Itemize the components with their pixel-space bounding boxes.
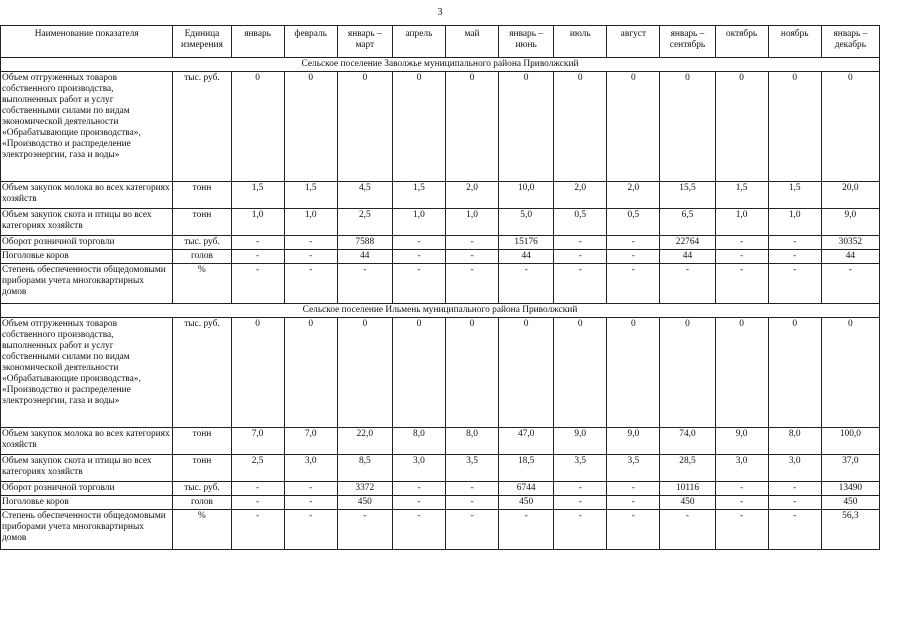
unit-cell: тонн — [173, 455, 231, 482]
value-cell: 0 — [499, 72, 554, 182]
value-cell: 0 — [337, 318, 392, 428]
column-header: Наименование показателя — [1, 26, 173, 58]
value-cell: 3,5 — [554, 455, 607, 482]
indicator-name: Объем закупок скота и птицы во всех категориях хозяйств — [1, 455, 173, 482]
value-cell: - — [554, 250, 607, 264]
value-cell: 8,0 — [768, 428, 821, 455]
value-cell: 0,5 — [554, 209, 607, 236]
indicator-name: Поголовье коров — [1, 250, 173, 264]
value-cell: - — [284, 496, 337, 510]
value-cell: 8,5 — [337, 455, 392, 482]
column-header: ноябрь — [768, 26, 821, 58]
value-cell: 0 — [768, 72, 821, 182]
section-title: Сельское поселение Ильмень муниципального района Приволжский — [1, 304, 880, 318]
value-cell: 9,0 — [607, 428, 660, 455]
value-cell: 3,0 — [392, 455, 445, 482]
value-cell: - — [284, 236, 337, 250]
value-cell: - — [231, 510, 284, 550]
value-cell: - — [499, 264, 554, 304]
value-cell: - — [554, 236, 607, 250]
column-header: июль — [554, 26, 607, 58]
value-cell: 0 — [821, 72, 879, 182]
table-row — [1, 209, 880, 236]
column-header: январь — [231, 26, 284, 58]
value-cell: 5,0 — [499, 209, 554, 236]
value-cell: - — [715, 236, 768, 250]
value-cell: 15176 — [499, 236, 554, 250]
indicator-name: Объем отгруженных товаров собственного производства, выполненных работ и услуг собственными силами по видам экономической деятельности «Обрабатывающие производства», «Производство и распределение электроэнергии, газа и воды» — [1, 318, 173, 428]
column-header: январь – сентябрь — [660, 26, 715, 58]
value-cell: 1,0 — [284, 209, 337, 236]
value-cell: - — [231, 496, 284, 510]
value-cell: 1,5 — [768, 182, 821, 209]
unit-cell: тонн — [173, 182, 231, 209]
value-cell: 6,5 — [660, 209, 715, 236]
value-cell: 3,0 — [715, 455, 768, 482]
indicator-name: Оборот розничной торговли — [1, 236, 173, 250]
value-cell: 8,0 — [445, 428, 498, 455]
value-cell: - — [715, 482, 768, 496]
value-cell: - — [445, 482, 498, 496]
table-row — [1, 250, 880, 264]
value-cell: 4,5 — [337, 182, 392, 209]
indicator-name: Объем закупок молока во всех категориях хозяйств — [1, 428, 173, 455]
value-cell: 9,0 — [715, 428, 768, 455]
value-cell: 0 — [499, 318, 554, 428]
indicator-name: Оборот розничной торговли — [1, 482, 173, 496]
table-row — [1, 72, 880, 182]
value-cell: - — [821, 264, 879, 304]
value-cell: - — [768, 510, 821, 550]
value-cell: 0 — [607, 72, 660, 182]
value-cell: 2,5 — [337, 209, 392, 236]
value-cell: 1,5 — [392, 182, 445, 209]
value-cell: 450 — [337, 496, 392, 510]
value-cell: - — [768, 264, 821, 304]
table-row — [1, 236, 880, 250]
value-cell: 3,5 — [607, 455, 660, 482]
unit-cell: голов — [173, 250, 231, 264]
section-row — [1, 58, 880, 72]
value-cell: 3,0 — [284, 455, 337, 482]
value-cell: 9,0 — [554, 428, 607, 455]
value-cell: - — [392, 236, 445, 250]
value-cell: 1,0 — [715, 209, 768, 236]
value-cell: - — [554, 264, 607, 304]
value-cell: 44 — [821, 250, 879, 264]
value-cell: 2,5 — [231, 455, 284, 482]
value-cell: - — [607, 510, 660, 550]
unit-cell: тыс. руб. — [173, 72, 231, 182]
value-cell: 1,5 — [284, 182, 337, 209]
value-cell: 13490 — [821, 482, 879, 496]
value-cell: - — [445, 264, 498, 304]
value-cell: - — [392, 250, 445, 264]
table-row — [1, 182, 880, 209]
value-cell: 0 — [284, 318, 337, 428]
value-cell: - — [660, 510, 715, 550]
value-cell: 0 — [445, 318, 498, 428]
value-cell: 100,0 — [821, 428, 879, 455]
column-header: май — [445, 26, 498, 58]
table-row — [1, 510, 880, 550]
table-row — [1, 428, 880, 455]
section-title: Сельское поселение Заволжье муниципального района Приволжский — [1, 58, 880, 72]
value-cell: 3372 — [337, 482, 392, 496]
value-cell: - — [231, 264, 284, 304]
column-header: апрель — [392, 26, 445, 58]
value-cell: - — [715, 264, 768, 304]
unit-cell: тонн — [173, 209, 231, 236]
value-cell: 0 — [821, 318, 879, 428]
value-cell: 0 — [768, 318, 821, 428]
value-cell: - — [499, 510, 554, 550]
value-cell: - — [445, 250, 498, 264]
value-cell: 0 — [337, 72, 392, 182]
value-cell: 0 — [231, 318, 284, 428]
table-row — [1, 455, 880, 482]
value-cell: 56,3 — [821, 510, 879, 550]
value-cell: - — [768, 496, 821, 510]
value-cell: 2,0 — [445, 182, 498, 209]
indicator-name: Объем отгруженных товаров собственного производства, выполненных работ и услуг собственными силами по видам экономической деятельности «Обрабатывающие производства», «Производство и распределение электроэнергии, газа и воды» — [1, 72, 173, 182]
value-cell: - — [392, 510, 445, 550]
unit-cell: голов — [173, 496, 231, 510]
value-cell: 44 — [337, 250, 392, 264]
value-cell: 0 — [284, 72, 337, 182]
value-cell: 10,0 — [499, 182, 554, 209]
value-cell: 18,5 — [499, 455, 554, 482]
value-cell: - — [607, 264, 660, 304]
value-cell: - — [768, 236, 821, 250]
value-cell: - — [231, 236, 284, 250]
indicator-name: Степень обеспеченности общедомовыми приборами учета многоквартирных домов — [1, 510, 173, 550]
value-cell: 0 — [392, 72, 445, 182]
value-cell: - — [607, 250, 660, 264]
page-number: 3 — [437, 7, 443, 18]
value-cell: 37,0 — [821, 455, 879, 482]
value-cell: 3,0 — [768, 455, 821, 482]
indicator-name: Объем закупок скота и птицы во всех категориях хозяйств — [1, 209, 173, 236]
value-cell: 7,0 — [231, 428, 284, 455]
value-cell: 1,0 — [768, 209, 821, 236]
value-cell: 0 — [554, 318, 607, 428]
unit-cell: тыс. руб. — [173, 318, 231, 428]
value-cell: - — [445, 510, 498, 550]
value-cell: - — [231, 482, 284, 496]
value-cell: - — [715, 496, 768, 510]
value-cell: - — [284, 482, 337, 496]
value-cell: - — [284, 250, 337, 264]
value-cell: - — [554, 510, 607, 550]
table-body — [1, 58, 880, 550]
value-cell: 1,0 — [445, 209, 498, 236]
indicators-table — [0, 25, 880, 550]
value-cell: - — [660, 264, 715, 304]
table-row — [1, 264, 880, 304]
table-header — [1, 26, 880, 58]
value-cell: 0,5 — [607, 209, 660, 236]
value-cell: - — [445, 496, 498, 510]
value-cell: 0 — [660, 72, 715, 182]
column-header: август — [607, 26, 660, 58]
value-cell: 74,0 — [660, 428, 715, 455]
value-cell: 44 — [499, 250, 554, 264]
value-cell: - — [607, 236, 660, 250]
value-cell: - — [715, 510, 768, 550]
value-cell: - — [768, 250, 821, 264]
value-cell: - — [284, 264, 337, 304]
value-cell: - — [554, 482, 607, 496]
unit-cell: % — [173, 264, 231, 304]
value-cell: 1,0 — [231, 209, 284, 236]
column-header: январь – март — [337, 26, 392, 58]
value-cell: 47,0 — [499, 428, 554, 455]
column-header: февраль — [284, 26, 337, 58]
value-cell: - — [768, 482, 821, 496]
value-cell: - — [392, 496, 445, 510]
unit-cell: тонн — [173, 428, 231, 455]
value-cell: 1,5 — [715, 182, 768, 209]
value-cell: 450 — [660, 496, 715, 510]
value-cell: - — [607, 496, 660, 510]
value-cell: 22764 — [660, 236, 715, 250]
value-cell: 7588 — [337, 236, 392, 250]
value-cell: 0 — [554, 72, 607, 182]
value-cell: 10116 — [660, 482, 715, 496]
value-cell: 450 — [821, 496, 879, 510]
value-cell: 6744 — [499, 482, 554, 496]
value-cell: - — [337, 264, 392, 304]
value-cell: 3,5 — [445, 455, 498, 482]
column-header: январь – июнь — [499, 26, 554, 58]
value-cell: 44 — [660, 250, 715, 264]
unit-cell: тыс. руб. — [173, 482, 231, 496]
value-cell: 0 — [392, 318, 445, 428]
value-cell: - — [445, 236, 498, 250]
value-cell: 0 — [231, 72, 284, 182]
value-cell: 22,0 — [337, 428, 392, 455]
value-cell: - — [337, 510, 392, 550]
unit-cell: тыс. руб. — [173, 236, 231, 250]
table-row — [1, 482, 880, 496]
value-cell: 2,0 — [607, 182, 660, 209]
indicator-name: Объем закупок молока во всех категориях хозяйств — [1, 182, 173, 209]
column-header: январь – декабрь — [821, 26, 879, 58]
value-cell: - — [607, 482, 660, 496]
value-cell: - — [554, 496, 607, 510]
value-cell: 30352 — [821, 236, 879, 250]
value-cell: - — [231, 250, 284, 264]
section-row — [1, 304, 880, 318]
value-cell: 1,5 — [231, 182, 284, 209]
value-cell: 450 — [499, 496, 554, 510]
column-header: Единица измерения — [173, 26, 231, 58]
value-cell: 8,0 — [392, 428, 445, 455]
column-header: октябрь — [715, 26, 768, 58]
value-cell: 20,0 — [821, 182, 879, 209]
value-cell: 7,0 — [284, 428, 337, 455]
value-cell: - — [392, 264, 445, 304]
table-row — [1, 318, 880, 428]
value-cell: 2,0 — [554, 182, 607, 209]
value-cell: - — [392, 482, 445, 496]
header-row — [1, 26, 880, 58]
value-cell: 28,5 — [660, 455, 715, 482]
value-cell: 0 — [660, 318, 715, 428]
value-cell: 0 — [715, 72, 768, 182]
indicator-name: Поголовье коров — [1, 496, 173, 510]
value-cell: 1,0 — [392, 209, 445, 236]
value-cell: 0 — [607, 318, 660, 428]
value-cell: 9,0 — [821, 209, 879, 236]
unit-cell: % — [173, 510, 231, 550]
value-cell: 0 — [715, 318, 768, 428]
value-cell: 15,5 — [660, 182, 715, 209]
indicator-name: Степень обеспеченности общедомовыми приборами учета многоквартирных домов — [1, 264, 173, 304]
value-cell: - — [715, 250, 768, 264]
table-row — [1, 496, 880, 510]
value-cell: - — [284, 510, 337, 550]
value-cell: 0 — [445, 72, 498, 182]
